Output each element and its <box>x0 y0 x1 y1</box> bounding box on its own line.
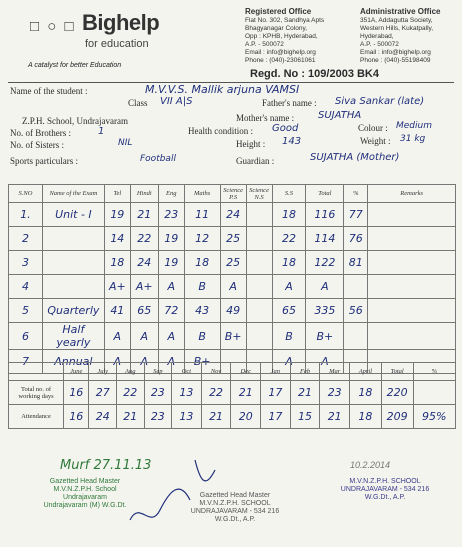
table-cell <box>42 227 104 251</box>
table-cell <box>413 381 455 405</box>
sisters-value: NIL <box>118 138 133 148</box>
table-cell: 1. <box>9 203 43 227</box>
administrative-office-line: A.P. - 500072 <box>360 41 399 48</box>
health-label: Health condition : <box>188 126 253 136</box>
logo-icon: □ ○ □ <box>30 18 76 35</box>
marks-row <box>9 323 456 350</box>
column-header: July <box>89 363 117 381</box>
table-cell: 43 <box>184 299 220 323</box>
table-cell: 6 <box>9 323 43 350</box>
table-cell: 16 <box>64 405 89 429</box>
table-cell: A+ <box>130 275 158 299</box>
student-class: VII A|S <box>160 96 193 107</box>
table-cell: 76 <box>344 227 368 251</box>
guardian-value: SUJATHA (Mother) <box>310 152 400 163</box>
table-cell: 24 <box>89 405 117 429</box>
table-cell: 21 <box>117 405 145 429</box>
table-cell: 209 <box>381 405 413 429</box>
administrative-office-line: Western Hills, Kukatpally, <box>360 25 434 32</box>
table-cell: 11 <box>184 203 220 227</box>
table-cell: B+ <box>184 350 220 374</box>
mother-name: SUJATHA <box>318 110 362 121</box>
sports-label: Sports particulars : <box>10 156 78 166</box>
weight-label: Weight : <box>360 136 391 146</box>
column-header: April <box>350 363 382 381</box>
table-cell <box>246 275 272 299</box>
table-cell <box>246 323 272 350</box>
registered-office-title: Registered Office <box>245 7 312 16</box>
marks-row <box>9 251 456 275</box>
column-header: June <box>64 363 89 381</box>
table-cell <box>246 299 272 323</box>
attendance-table <box>8 362 456 429</box>
table-cell: 18 <box>350 405 382 429</box>
stamp-line: Gazetted Head Master <box>199 492 271 499</box>
marks-row <box>9 227 456 251</box>
table-cell <box>246 203 272 227</box>
signature-middle <box>120 440 230 540</box>
column-header <box>9 363 64 381</box>
table-cell: 77 <box>344 203 368 227</box>
column-header: Mar <box>320 363 350 381</box>
sisters-label: No. of Sisters : <box>10 140 64 150</box>
table-cell: Half yearly <box>42 323 104 350</box>
table-cell: 21 <box>320 405 350 429</box>
registration-number: Regd. No : 109/2003 BK4 <box>250 68 379 80</box>
column-header: S.NO <box>9 185 43 203</box>
table-cell <box>368 203 456 227</box>
brothers-label: No. of Brothers : <box>10 128 71 138</box>
column-header: Feb <box>290 363 320 381</box>
table-cell: A <box>130 350 158 374</box>
administrative-office-line: Hyderabad, <box>360 33 394 40</box>
column-header: Remarks <box>368 185 456 203</box>
table-cell: 2 <box>9 227 43 251</box>
table-cell: 65 <box>272 299 306 323</box>
column-header: % <box>413 363 455 381</box>
registered-office-line: Bhagyanagar Colony, <box>245 25 308 32</box>
table-cell: 14 <box>104 227 130 251</box>
brothers-value: 1 <box>98 126 105 137</box>
brand-name: Bighelp <box>82 10 160 35</box>
stamp-line: UNDRAJAVARAM - 534 216 <box>190 508 280 515</box>
table-cell: 22 <box>117 381 145 405</box>
brand-subtitle: for education <box>85 38 149 50</box>
table-cell: A+ <box>104 275 130 299</box>
stamp-line: Gazetted Head Master <box>49 478 121 485</box>
table-cell: 41 <box>104 299 130 323</box>
guardian-label: Guardian : <box>236 156 275 166</box>
table-cell <box>42 251 104 275</box>
table-cell: A <box>272 275 306 299</box>
colour-label: Colour : <box>358 123 388 133</box>
table-cell <box>246 251 272 275</box>
column-header: S.S <box>272 185 306 203</box>
stamp-line: Undrajavaram (M) W.G.Dt. <box>43 502 127 509</box>
table-cell: 18 <box>350 381 382 405</box>
colour-value: Medium <box>396 121 432 131</box>
height-label: Height : <box>236 139 266 149</box>
stamp-line: M.V.N.Z.P.H. SCHOOL <box>199 500 271 507</box>
table-cell: 23 <box>158 203 184 227</box>
weight-value: 31 kg <box>400 134 426 144</box>
table-cell: 27 <box>89 381 117 405</box>
table-cell <box>368 251 456 275</box>
table-cell: 122 <box>306 251 344 275</box>
column-header: Tel <box>104 185 130 203</box>
column-header: Total <box>381 363 413 381</box>
table-cell: 12 <box>184 227 220 251</box>
column-header: Aug <box>117 363 145 381</box>
table-cell <box>344 275 368 299</box>
column-header: Science N.S <box>246 185 272 203</box>
name-label: Name of the student : <box>10 86 88 96</box>
registered-office-line: Opp : KPHB, Hyderabad, <box>245 33 318 40</box>
column-header: Sep <box>144 363 172 381</box>
attendance-row <box>9 405 456 429</box>
marks-table <box>8 184 456 374</box>
table-cell <box>368 227 456 251</box>
table-cell <box>368 275 456 299</box>
school-stamp-right <box>325 478 445 502</box>
table-cell: Attendance <box>9 405 64 429</box>
table-cell: A <box>158 350 184 374</box>
table-cell: 13 <box>172 381 202 405</box>
administrative-office-line: Email : info@bighelp.org <box>360 49 431 56</box>
table-cell: 13 <box>172 405 202 429</box>
table-cell: 15 <box>290 405 320 429</box>
sports-value: Football <box>140 154 176 164</box>
table-cell: 72 <box>158 299 184 323</box>
column-header: Jan <box>261 363 291 381</box>
table-cell: 21 <box>290 381 320 405</box>
table-cell: A <box>306 275 344 299</box>
table-cell: 114 <box>306 227 344 251</box>
table-cell: 18 <box>104 251 130 275</box>
table-cell: 22 <box>130 227 158 251</box>
table-cell <box>368 299 456 323</box>
health-value: Good <box>272 123 299 134</box>
table-cell: 19 <box>158 227 184 251</box>
table-cell: 49 <box>220 299 246 323</box>
student-name: M.V.V.S. Mallik arjuna VAMSI <box>145 83 300 96</box>
administrative-office-line: 351A, Addagutta Society, <box>360 17 433 24</box>
table-cell: A <box>306 350 344 374</box>
column-header: Oct <box>172 363 202 381</box>
table-cell: 5 <box>9 299 43 323</box>
table-cell: 25 <box>220 227 246 251</box>
table-cell: 23 <box>320 381 350 405</box>
table-cell: 21 <box>231 381 261 405</box>
registered-office-line: A.P. - 500072 <box>245 41 284 48</box>
column-header: Name of the Exam <box>42 185 104 203</box>
stamp-line: UNDRAJAVARAM - 534 216 <box>340 486 430 493</box>
table-cell: 17 <box>261 381 291 405</box>
column-header: Science P.S <box>220 185 246 203</box>
table-cell <box>344 323 368 350</box>
stamp-date: 10.2.2014 <box>350 460 391 470</box>
table-cell: Annual <box>42 350 104 374</box>
table-cell: 20 <box>231 405 261 429</box>
table-cell: 24 <box>130 251 158 275</box>
stamp-line: W.G.Dt., A.P. <box>214 516 256 523</box>
attendance-row <box>9 381 456 405</box>
height-value: 143 <box>282 136 302 147</box>
column-header: Maths <box>184 185 220 203</box>
table-cell: 21 <box>130 203 158 227</box>
table-cell: 65 <box>130 299 158 323</box>
table-cell: 4 <box>9 275 43 299</box>
stamp-line: W.G.Dt., A.P. <box>364 494 406 501</box>
table-cell: A <box>130 323 158 350</box>
table-cell <box>368 323 456 350</box>
column-header: % <box>344 185 368 203</box>
school-name: Z.P.H. School, Undrajavaram <box>22 116 128 126</box>
table-cell: A <box>104 350 130 374</box>
table-cell: 18 <box>272 203 306 227</box>
table-cell: A <box>272 350 306 374</box>
table-cell: 23 <box>144 381 172 405</box>
registered-office-line: Email : info@bighelp.org <box>245 49 316 56</box>
table-cell: 18 <box>184 251 220 275</box>
tagline: A catalyst for better Education <box>28 62 122 69</box>
table-cell: 25 <box>220 251 246 275</box>
table-cell: 22 <box>272 227 306 251</box>
table-cell: B <box>184 323 220 350</box>
table-cell <box>246 227 272 251</box>
marks-row <box>9 203 456 227</box>
table-cell: 21 <box>201 405 231 429</box>
administrative-office-title: Administrative Office <box>360 7 441 16</box>
table-cell: Quarterly <box>42 299 104 323</box>
table-cell: 22 <box>201 381 231 405</box>
table-cell: 24 <box>220 203 246 227</box>
table-cell: B <box>184 275 220 299</box>
table-cell: A <box>220 275 246 299</box>
column-header: Hindi <box>130 185 158 203</box>
father-label: Father's name : <box>262 98 317 108</box>
table-cell <box>42 275 104 299</box>
table-cell: B+ <box>220 323 246 350</box>
table-cell: Total no. of working days <box>9 381 64 405</box>
column-header: Dec <box>231 363 261 381</box>
table-cell: 23 <box>144 405 172 429</box>
table-cell: 19 <box>158 251 184 275</box>
table-cell: 335 <box>306 299 344 323</box>
table-cell: A <box>104 323 130 350</box>
table-cell: 116 <box>306 203 344 227</box>
column-header: Nov <box>201 363 231 381</box>
marks-row <box>9 275 456 299</box>
stamp-line: M.V.N.Z.P.H. SCHOOL <box>349 478 421 485</box>
signature-left: Murf 27.11.13 <box>60 458 152 473</box>
letterhead <box>0 0 462 80</box>
table-cell: B+ <box>306 323 344 350</box>
column-header: Total <box>306 185 344 203</box>
registered-office-line: Flat No. 302, Sandhya Apts <box>245 17 325 24</box>
table-cell: 18 <box>272 251 306 275</box>
column-header: Eng <box>158 185 184 203</box>
table-cell: 19 <box>104 203 130 227</box>
table-cell: 95% <box>413 405 455 429</box>
table-cell: 81 <box>344 251 368 275</box>
table-cell: 16 <box>64 381 89 405</box>
stamp-line: M.V.N.Z.P.H. School <box>53 486 117 493</box>
table-cell: 7 <box>9 350 43 374</box>
father-name: Siva Sankar (late) <box>335 96 425 107</box>
stamp-line: Undrajavaram <box>63 494 107 501</box>
administrative-office-line: Phone : (040)-55198409 <box>360 57 431 64</box>
administrative-office <box>360 8 460 65</box>
registered-office-line: Phone : (040)-23061061 <box>245 57 316 64</box>
table-cell: A <box>158 323 184 350</box>
mother-label: Mother's name : <box>236 113 295 123</box>
table-cell: B <box>272 323 306 350</box>
table-cell: 17 <box>261 405 291 429</box>
marks-row <box>9 299 456 323</box>
class-label: Class <box>128 98 148 108</box>
registered-office <box>245 8 345 65</box>
table-cell: Unit - I <box>42 203 104 227</box>
table-cell: A <box>158 275 184 299</box>
table-cell: 56 <box>344 299 368 323</box>
table-cell: 220 <box>381 381 413 405</box>
table-cell: 3 <box>9 251 43 275</box>
